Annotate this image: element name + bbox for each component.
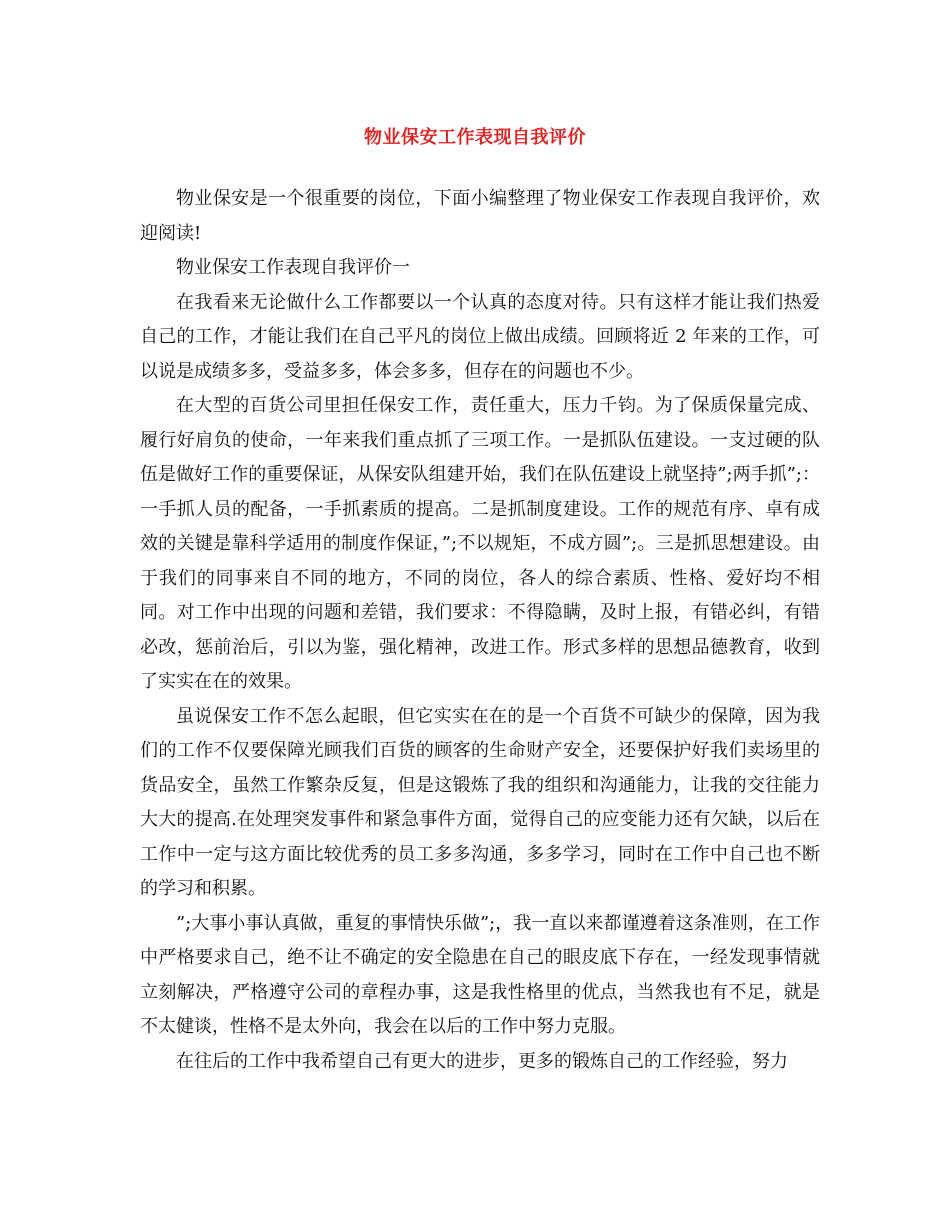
paragraph: 虽说保安工作不怎么起眼，但它实实在在的是一个百货不可缺少的保障，因为我们的工作不仅要保障光顾我们百货的顾客的生命财产安全，还要保护好我们卖场里的货品安全，虽然工作繁杂反复，但是这锻炼了我的组织和沟通能力，让我的交往能力大大的提高.在处理突发事件和紧急事件方面，觉得自己的应变能力还有欠缺，以后在工作中一定与这方面比较优秀的员工多多沟通，多多学习，同时在工作中自己也不断的学习和积累。 [140, 705, 820, 899]
paragraph: 在往后的工作中我希望自己有更大的进步，更多的锻炼自己的工作经验，努力 [176, 1050, 788, 1072]
paragraph: 在我看来无论做什么工作都要以一个认真的态度对待。只有这样才能让我们热爱自己的工作，才能让我们在自己平凡的岗位上做出成绩。回顾将近 2 年来的工作，可以说是成绩多多，受益多多，体会多多，但存在的问题也不少。 [140, 291, 820, 382]
paragraph: 在大型的百货公司里担任保安工作，责任重大，压力千钧。为了保质保量完成、履行好肩负的使命，一年来我们重点抓了三项工作。一是抓队伍建设。一支过硬的队伍是做好工作的重要保证，从保安队组建开始，我们在队伍建设上就坚持”;两手抓”;：一手抓人员的配备，一手抓素质的提高。二是抓制度建设。工作的规范有序、卓有成效的关键是靠科学适用的制度作保证，”;不以规矩，不成方圆”;。三是抓思想建设。由于我们的同事来自不同的地方，不同的岗位，各人的综合素质、性格、爱好均不相同。对工作中出现的问题和差错，我们要求：不得隐瞒，及时上报，有错必纠，有错必改，惩前治后，引以为鉴，强化精神，改进工作。形式多样的思想品德教育，收到了实实在在的效果。 [140, 395, 820, 692]
paragraph: ”;大事小事认真做，重复的事情快乐做”;，我一直以来都谨遵着这条准则，在工作中严格要求自己，绝不让不确定的安全隐患在自己的眼皮底下存在，一经发现事情就立刻解决，严格遵守公司的章程办事，这是我性格里的优点，当然我也有不足，就是不太健谈，性格不是太外向，我会在以后的工作中努力克服。 [140, 912, 820, 1037]
document-body [140, 182, 820, 1079]
section-heading: 物业保安工作表现自我评价一 [176, 257, 410, 278]
document-title: 物业保安工作表现自我评价 [364, 127, 586, 148]
paragraph-intro: 物业保安是一个很重要的岗位，下面小编整理了物业保安工作表现自我评价，欢迎阅读! [140, 188, 820, 244]
